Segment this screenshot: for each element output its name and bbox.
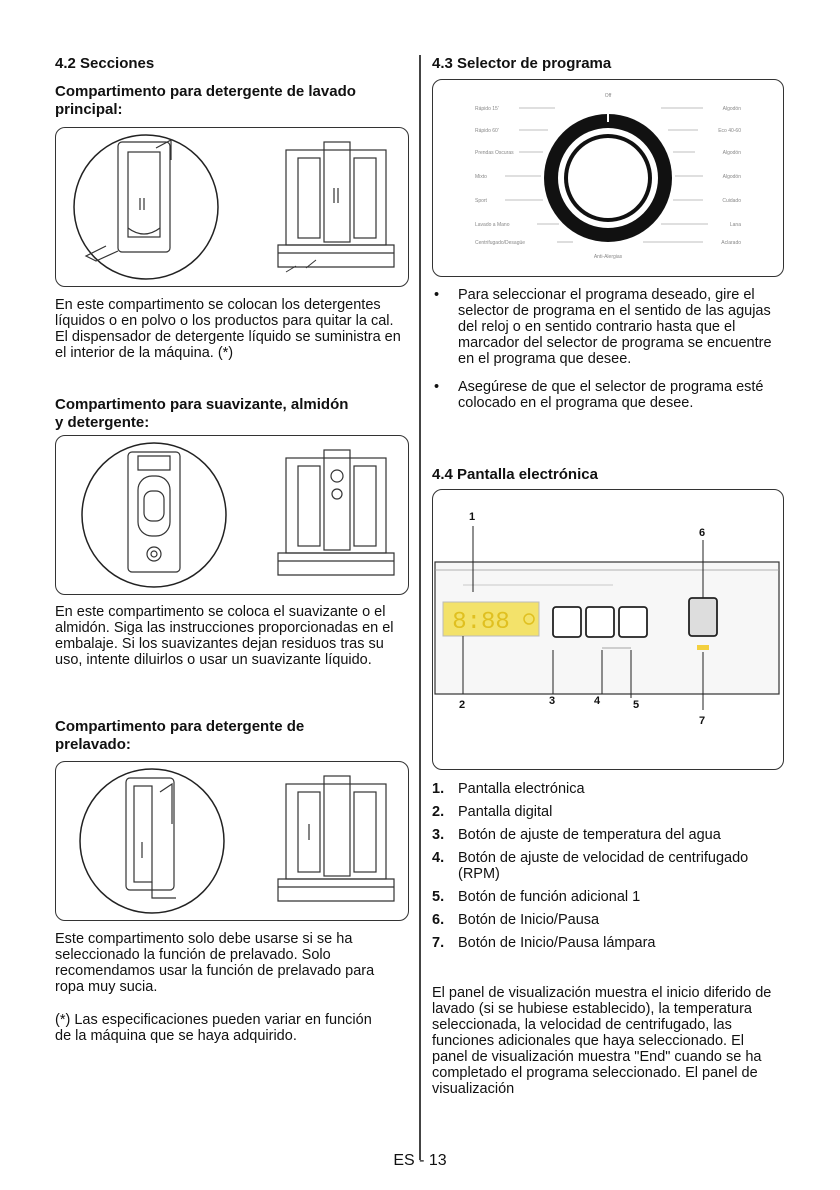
main-compartment-illustration [55,127,409,287]
electronic-display-illustration [432,489,784,770]
dial-label: Prendas Oscuras [475,150,514,156]
prewash-compartment-title: Compartimento para detergente de prelavado: [55,718,305,753]
section-title-program-selector: 4.3 Selector de programa [432,55,612,72]
column-divider [419,55,421,1160]
list-item: 6. Botón de Inicio/Pausa [432,912,600,928]
spin-speed-button [586,607,614,637]
softener-compartment-text: En este compartimento se coloca el suavizante o el almidón. Siga las instrucciones proporcionadas en el embalaje. Si los suavizantes dejan residuos tras su uso, intente diluirlos o usar un suavizante líquido. [55,604,394,668]
dial-label: Lana [729,222,741,228]
dial-label: Mixto [475,174,487,180]
dial-label-off: Off [604,93,612,99]
prewash-compartment-text: Este compartimento solo debe usarse si se ha seleccionado la función de prelavado. Solo recomendamos usar la función de prelavado para ropa muy sucia. [55,931,375,995]
section-title-electronic-display: 4.4 Pantalla electrónica [432,466,598,483]
callout-number: 1 [469,511,476,523]
bullet-item: • Asegúrese de que el selector de programa esté colocado en el programa que desee. [432,379,784,411]
main-compartment-text: En este compartimento se colocan los detergentes líquidos o en polvo o los productos para quitar la cal. El dispensador de detergente líquido se suministra en el interior de la máquina. (*) [55,297,401,361]
list-item: 5. Botón de función adicional 1 [432,889,641,905]
callout-number: 4 [594,695,601,707]
bullet-item: • Para seleccionar el programa deseado, gire el selector de programa en el sentido de las agujas del reloj o en sentido contrario hasta que el marcador del selector de programa se encuentre en el programa que desee. [432,287,784,367]
callout-number: 2 [459,699,466,711]
section-title-secciones: 4.2 Secciones [55,55,155,72]
dial-label: Sport [475,198,487,204]
callout-number: 5 [633,699,640,711]
additional-function-button [619,607,647,637]
specifications-note: (*) Las especificaciones pueden variar en función de la máquina que se haya adquirido. [55,1012,372,1044]
main-compartment-title: Compartimento para detergente de lavado principal: [55,83,356,118]
softener-compartment-title: Compartimento para suavizante, almidón y detergente: [55,396,349,431]
start-pause-button [689,598,717,636]
temperature-button [553,607,581,637]
dial-label: Aclarado [721,240,741,246]
dial-label: Lavado a Mano [475,222,510,228]
callout-number: 7 [699,715,706,727]
page-number: ES - 13 [393,1152,447,1169]
list-item: 4. Botón de ajuste de velocidad de centrifugado (RPM) [432,850,749,882]
callout-number: 3 [549,695,556,707]
dial-label: Centrifugado/Desagüe [475,240,526,246]
start-pause-lamp [697,645,709,650]
dial-label: Anti-Alergias [593,254,623,260]
dial-label: Rápido 60' [475,128,499,134]
list-item: 3. Botón de ajuste de temperatura del agua [432,827,721,843]
dial-label: Algodón [722,106,741,112]
digital-display-digits: 8:88 [452,609,510,636]
dial-label: Algodón [722,150,741,156]
dial-label: Eco 40-60 [718,128,741,134]
list-item: 1. Pantalla electrónica [432,781,585,797]
list-item: 7. Botón de Inicio/Pausa lámpara [432,935,656,951]
list-item: 2. Pantalla digital [432,804,553,820]
dial-label: Algodón [722,174,741,180]
prewash-compartment-illustration [55,761,409,921]
callout-number: 6 [699,527,706,539]
program-selector-illustration [432,79,784,277]
display-panel-description: El panel de visualización muestra el inicio diferido de lavado (si se hubiese establecido), la temperatura seleccionada, la velocidad de centrifugado, las funciones adicionales que haya seleccionado. El panel de visualización muestra "End" cuando se ha completado el programa seleccionado. El panel de visualización [432,985,772,1097]
softener-compartment-illustration [55,435,409,595]
dial-label: Cuidado [722,198,741,204]
dial-label: Rápido 15' [475,106,499,112]
